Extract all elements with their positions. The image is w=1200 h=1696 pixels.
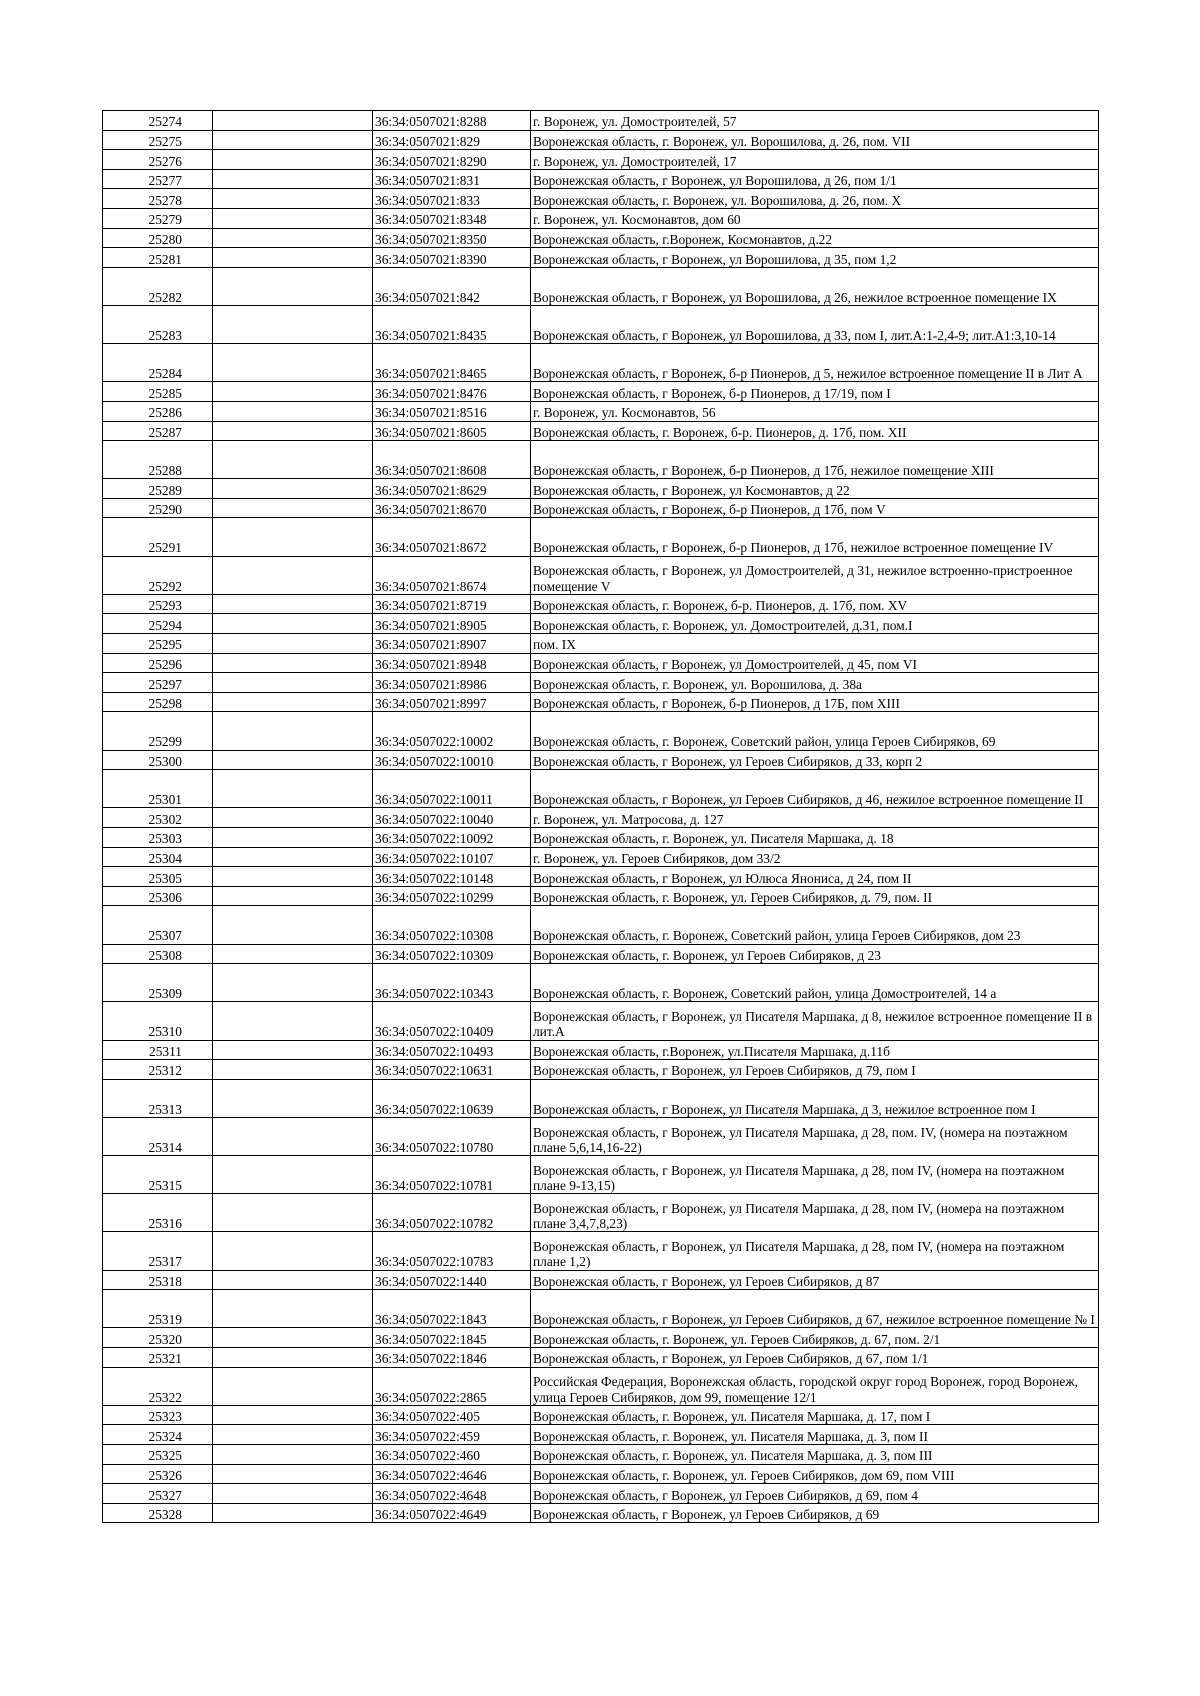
empty-cell xyxy=(213,614,373,634)
address-cell: Воронежская область, г Воронеж, ул Героев Сибиряков, д 67, нежилое встроенное помещение № I xyxy=(531,1290,1099,1328)
address-cell: Воронежская область, г. Воронеж, ул. Героев Сибиряков, д. 79, пом. II xyxy=(531,886,1099,906)
cadastral-number-cell: 36:34:0507021:8674 xyxy=(373,556,531,594)
table-row xyxy=(103,827,1099,847)
address-cell: Воронежская область, г Воронеж, б-р Пионеров, д 17Б, пом XIII xyxy=(531,692,1099,712)
table-row xyxy=(103,808,1099,828)
empty-cell xyxy=(213,1425,373,1445)
address-cell: г. Воронеж, ул. Матросова, д. 127 xyxy=(531,808,1099,828)
table-row xyxy=(103,130,1099,150)
record-number-cell: 25277 xyxy=(103,169,213,189)
cadastral-number-cell: 36:34:0507022:10631 xyxy=(373,1060,531,1080)
record-number-cell: 25291 xyxy=(103,518,213,556)
table-row xyxy=(103,653,1099,673)
record-number-cell: 25298 xyxy=(103,692,213,712)
record-number-cell: 25323 xyxy=(103,1405,213,1425)
empty-cell xyxy=(213,305,373,343)
address-cell: Воронежская область, г Воронеж, ул Ворошилова, д 33, пом I, лит.А:1-2,4-9; лит.А1:3,10-14 xyxy=(531,305,1099,343)
record-number-cell: 25296 xyxy=(103,653,213,673)
record-number-cell: 25306 xyxy=(103,886,213,906)
record-number-cell: 25297 xyxy=(103,673,213,693)
record-number-cell: 25320 xyxy=(103,1328,213,1348)
record-number-cell: 25288 xyxy=(103,441,213,479)
table-row xyxy=(103,556,1099,594)
cadastral-number-cell: 36:34:0507022:10040 xyxy=(373,808,531,828)
record-number-cell: 25294 xyxy=(103,614,213,634)
address-cell: Воронежская область, г Воронеж, б-р Пионеров, д 17б, пом V xyxy=(531,498,1099,518)
address-cell: Воронежская область, г. Воронеж, ул Героев Сибиряков, д 23 xyxy=(531,944,1099,964)
address-cell: Воронежская область, г Воронеж, ул Домостроителей, д 45, пом VI xyxy=(531,653,1099,673)
address-cell: г. Воронеж, ул. Домостроителей, 17 xyxy=(531,150,1099,170)
address-cell: г. Воронеж, ул. Домостроителей, 57 xyxy=(531,111,1099,131)
register-table-body xyxy=(103,111,1099,1523)
empty-cell xyxy=(213,267,373,305)
empty-cell xyxy=(213,1270,373,1290)
empty-cell xyxy=(213,673,373,693)
empty-cell xyxy=(213,1117,373,1155)
table-row xyxy=(103,1290,1099,1328)
record-number-cell: 25322 xyxy=(103,1367,213,1405)
cadastral-number-cell: 36:34:0507022:4649 xyxy=(373,1503,531,1523)
address-cell: Воронежская область, г. Воронеж, ул. Ворошилова, д. 38а xyxy=(531,673,1099,693)
cadastral-number-cell: 36:34:0507022:10309 xyxy=(373,944,531,964)
address-cell: Воронежская область, г. Воронеж, ул. Ворошилова, д. 26, пом. VII xyxy=(531,130,1099,150)
table-row xyxy=(103,189,1099,209)
record-number-cell: 25310 xyxy=(103,1002,213,1040)
address-cell: Воронежская область, г. Воронеж, ул. Писателя Маршака, д. 3, пом II xyxy=(531,1425,1099,1445)
table-row xyxy=(103,1444,1099,1464)
address-cell: Воронежская область, г Воронеж, б-р Пионеров, д 5, нежилое встроенное помещение II в Лит А xyxy=(531,344,1099,382)
cadastral-number-cell: 36:34:0507021:8629 xyxy=(373,479,531,499)
table-row xyxy=(103,692,1099,712)
empty-cell xyxy=(213,479,373,499)
cadastral-number-cell: 36:34:0507022:405 xyxy=(373,1405,531,1425)
table-row xyxy=(103,1464,1099,1484)
table-row xyxy=(103,1367,1099,1405)
empty-cell xyxy=(213,169,373,189)
address-cell: пом. IX xyxy=(531,634,1099,654)
record-number-cell: 25327 xyxy=(103,1484,213,1504)
table-row xyxy=(103,634,1099,654)
cadastral-number-cell: 36:34:0507021:829 xyxy=(373,130,531,150)
empty-cell xyxy=(213,906,373,944)
address-cell: Воронежская область, г. Воронеж, Советский район, улица Домостроителей, 14 а xyxy=(531,964,1099,1002)
record-number-cell: 25299 xyxy=(103,712,213,750)
address-cell: Воронежская область, г Воронеж, ул Космонавтов, д 22 xyxy=(531,479,1099,499)
cadastral-number-cell: 36:34:0507021:833 xyxy=(373,189,531,209)
cadastral-number-cell: 36:34:0507022:10781 xyxy=(373,1156,531,1194)
empty-cell xyxy=(213,827,373,847)
address-cell: Воронежская область, г Воронеж, ул Героев Сибиряков, д 87 xyxy=(531,1270,1099,1290)
empty-cell xyxy=(213,150,373,170)
table-row xyxy=(103,518,1099,556)
empty-cell xyxy=(213,964,373,1002)
address-cell: Воронежская область, г.Воронеж, ул.Писателя Маршака, д.11б xyxy=(531,1040,1099,1060)
table-row xyxy=(103,1405,1099,1425)
cadastral-number-cell: 36:34:0507021:8516 xyxy=(373,401,531,421)
cadastral-number-cell: 36:34:0507021:8672 xyxy=(373,518,531,556)
table-row xyxy=(103,1484,1099,1504)
record-number-cell: 25305 xyxy=(103,867,213,887)
empty-cell xyxy=(213,130,373,150)
empty-cell xyxy=(213,1348,373,1368)
address-cell: Воронежская область, г Воронеж, ул Писателя Маршака, д 28, пом IV, (номера на поэтажном плане 3,4,7,8,23) xyxy=(531,1194,1099,1232)
table-row xyxy=(103,1002,1099,1040)
address-cell: Воронежская область, г Воронеж, ул Писателя Маршака, д 3, нежилое встроенное пом I xyxy=(531,1079,1099,1117)
record-number-cell: 25315 xyxy=(103,1156,213,1194)
empty-cell xyxy=(213,401,373,421)
empty-cell xyxy=(213,1444,373,1464)
record-number-cell: 25302 xyxy=(103,808,213,828)
address-cell: Воронежская область, г Воронеж, ул Героев Сибиряков, д 69 xyxy=(531,1503,1099,1523)
address-cell: Российская Федерация, Воронежская область, городской округ город Воронеж, город Воронеж, улица Героев Сибиряков, дом 99, помещение 12/1 xyxy=(531,1367,1099,1405)
record-number-cell: 25301 xyxy=(103,770,213,808)
empty-cell xyxy=(213,1060,373,1080)
record-number-cell: 25313 xyxy=(103,1079,213,1117)
register-table xyxy=(102,110,1099,1523)
table-row xyxy=(103,944,1099,964)
table-row xyxy=(103,382,1099,402)
table-row xyxy=(103,1232,1099,1270)
address-cell: Воронежская область, г. Воронеж, б-р. Пионеров, д. 17б, пом. XII xyxy=(531,421,1099,441)
record-number-cell: 25312 xyxy=(103,1060,213,1080)
empty-cell xyxy=(213,421,373,441)
empty-cell xyxy=(213,111,373,131)
address-cell: Воронежская область, г Воронеж, ул Героев Сибиряков, д 46, нежилое встроенное помещение II xyxy=(531,770,1099,808)
address-cell: Воронежская область, г Воронеж, б-р Пионеров, д 17б, нежилое встроенное помещение IV xyxy=(531,518,1099,556)
record-number-cell: 25304 xyxy=(103,847,213,867)
table-row xyxy=(103,479,1099,499)
table-row xyxy=(103,267,1099,305)
empty-cell xyxy=(213,1232,373,1270)
cadastral-number-cell: 36:34:0507022:10010 xyxy=(373,750,531,770)
empty-cell xyxy=(213,750,373,770)
cadastral-number-cell: 36:34:0507021:8907 xyxy=(373,634,531,654)
address-cell: Воронежская область, г Воронеж, ул Ворошилова, д 26, нежилое встроенное помещение IX xyxy=(531,267,1099,305)
empty-cell xyxy=(213,1079,373,1117)
record-number-cell: 25290 xyxy=(103,498,213,518)
address-cell: Воронежская область, г. Воронеж, ул. Домостроителей, д.31, пом.I xyxy=(531,614,1099,634)
record-number-cell: 25275 xyxy=(103,130,213,150)
address-cell: Воронежская область, г. Воронеж, Советский район, улица Героев Сибиряков, 69 xyxy=(531,712,1099,750)
cadastral-number-cell: 36:34:0507022:10148 xyxy=(373,867,531,887)
record-number-cell: 25284 xyxy=(103,344,213,382)
record-number-cell: 25293 xyxy=(103,594,213,614)
table-row xyxy=(103,421,1099,441)
cadastral-number-cell: 36:34:0507022:10780 xyxy=(373,1117,531,1155)
record-number-cell: 25279 xyxy=(103,208,213,228)
table-row xyxy=(103,847,1099,867)
empty-cell xyxy=(213,634,373,654)
empty-cell xyxy=(213,594,373,614)
table-row xyxy=(103,401,1099,421)
cadastral-number-cell: 36:34:0507022:10493 xyxy=(373,1040,531,1060)
cadastral-number-cell: 36:34:0507021:8719 xyxy=(373,594,531,614)
cadastral-number-cell: 36:34:0507021:8476 xyxy=(373,382,531,402)
empty-cell xyxy=(213,712,373,750)
cadastral-number-cell: 36:34:0507021:8986 xyxy=(373,673,531,693)
empty-cell xyxy=(213,1040,373,1060)
cadastral-number-cell: 36:34:0507022:10343 xyxy=(373,964,531,1002)
address-cell: г. Воронеж, ул. Космонавтов, 56 xyxy=(531,401,1099,421)
empty-cell xyxy=(213,208,373,228)
table-row xyxy=(103,886,1099,906)
empty-cell xyxy=(213,382,373,402)
address-cell: Воронежская область, г. Воронеж, Советский район, улица Героев Сибиряков, дом 23 xyxy=(531,906,1099,944)
address-cell: Воронежская область, г. Воронеж, ул. Героев Сибиряков, дом 69, пом VIII xyxy=(531,1464,1099,1484)
table-row xyxy=(103,1270,1099,1290)
address-cell: Воронежская область, г Воронеж, ул Писателя Маршака, д 28, пом IV, (номера на поэтажном плане 1,2) xyxy=(531,1232,1099,1270)
cadastral-number-cell: 36:34:0507021:8288 xyxy=(373,111,531,131)
record-number-cell: 25295 xyxy=(103,634,213,654)
empty-cell xyxy=(213,808,373,828)
record-number-cell: 25300 xyxy=(103,750,213,770)
address-cell: Воронежская область, г. Воронеж, ул. Писателя Маршака, д. 3, пом III xyxy=(531,1444,1099,1464)
cadastral-number-cell: 36:34:0507021:8608 xyxy=(373,441,531,479)
table-row xyxy=(103,441,1099,479)
cadastral-number-cell: 36:34:0507022:10092 xyxy=(373,827,531,847)
cadastral-number-cell: 36:34:0507022:10782 xyxy=(373,1194,531,1232)
record-number-cell: 25308 xyxy=(103,944,213,964)
record-number-cell: 25285 xyxy=(103,382,213,402)
record-number-cell: 25319 xyxy=(103,1290,213,1328)
empty-cell xyxy=(213,344,373,382)
record-number-cell: 25286 xyxy=(103,401,213,421)
cadastral-number-cell: 36:34:0507022:10011 xyxy=(373,770,531,808)
record-number-cell: 25324 xyxy=(103,1425,213,1445)
cadastral-number-cell: 36:34:0507022:10107 xyxy=(373,847,531,867)
cadastral-number-cell: 36:34:0507022:459 xyxy=(373,1425,531,1445)
cadastral-number-cell: 36:34:0507022:1843 xyxy=(373,1290,531,1328)
cadastral-number-cell: 36:34:0507021:8605 xyxy=(373,421,531,441)
cadastral-number-cell: 36:34:0507021:8290 xyxy=(373,150,531,170)
table-row xyxy=(103,1425,1099,1445)
cadastral-number-cell: 36:34:0507022:1845 xyxy=(373,1328,531,1348)
address-cell: г. Воронеж, ул. Космонавтов, дом 60 xyxy=(531,208,1099,228)
table-row xyxy=(103,248,1099,268)
empty-cell xyxy=(213,1367,373,1405)
cadastral-number-cell: 36:34:0507022:10299 xyxy=(373,886,531,906)
address-cell: Воронежская область, г Воронеж, ул Юлюса Янониса, д 24, пом II xyxy=(531,867,1099,887)
record-number-cell: 25303 xyxy=(103,827,213,847)
table-row xyxy=(103,1060,1099,1080)
empty-cell xyxy=(213,1290,373,1328)
address-cell: Воронежская область, г Воронеж, ул Героев Сибиряков, д 69, пом 4 xyxy=(531,1484,1099,1504)
empty-cell xyxy=(213,189,373,209)
empty-cell xyxy=(213,653,373,673)
table-row xyxy=(103,1194,1099,1232)
address-cell: Воронежская область, г Воронеж, ул Писателя Маршака, д 28, пом. IV, (номера на поэтажном плане 5,6,14,16-22) xyxy=(531,1117,1099,1155)
record-number-cell: 25318 xyxy=(103,1270,213,1290)
cadastral-number-cell: 36:34:0507022:1440 xyxy=(373,1270,531,1290)
cadastral-number-cell: 36:34:0507022:10783 xyxy=(373,1232,531,1270)
table-row xyxy=(103,1156,1099,1194)
empty-cell xyxy=(213,248,373,268)
address-cell: Воронежская область, г Воронеж, ул Ворошилова, д 35, пом 1,2 xyxy=(531,248,1099,268)
cadastral-number-cell: 36:34:0507022:10308 xyxy=(373,906,531,944)
table-row xyxy=(103,673,1099,693)
cadastral-number-cell: 36:34:0507022:10002 xyxy=(373,712,531,750)
empty-cell xyxy=(213,228,373,248)
record-number-cell: 25274 xyxy=(103,111,213,131)
empty-cell xyxy=(213,1156,373,1194)
record-number-cell: 25317 xyxy=(103,1232,213,1270)
empty-cell xyxy=(213,1405,373,1425)
table-row xyxy=(103,111,1099,131)
record-number-cell: 25292 xyxy=(103,556,213,594)
empty-cell xyxy=(213,886,373,906)
table-row xyxy=(103,498,1099,518)
table-row xyxy=(103,750,1099,770)
table-row xyxy=(103,344,1099,382)
empty-cell xyxy=(213,1328,373,1348)
table-row xyxy=(103,305,1099,343)
table-row xyxy=(103,1040,1099,1060)
address-cell: Воронежская область, г Воронеж, ул Домостроителей, д 31, нежилое встроенно-пристроенное помещение V xyxy=(531,556,1099,594)
address-cell: Воронежская область, г Воронеж, б-р Пионеров, д 17/19, пом I xyxy=(531,382,1099,402)
empty-cell xyxy=(213,441,373,479)
address-cell: г. Воронеж, ул. Героев Сибиряков, дом 33/2 xyxy=(531,847,1099,867)
table-row xyxy=(103,1328,1099,1348)
table-row xyxy=(103,1503,1099,1523)
empty-cell xyxy=(213,1484,373,1504)
table-row xyxy=(103,1117,1099,1155)
record-number-cell: 25314 xyxy=(103,1117,213,1155)
address-cell: Воронежская область, г Воронеж, ул Героев Сибиряков, д 79, пом I xyxy=(531,1060,1099,1080)
address-cell: Воронежская область, г. Воронеж, ул. Писателя Маршака, д. 17, пом I xyxy=(531,1405,1099,1425)
cadastral-number-cell: 36:34:0507022:10639 xyxy=(373,1079,531,1117)
record-number-cell: 25328 xyxy=(103,1503,213,1523)
table-row xyxy=(103,867,1099,887)
cadastral-number-cell: 36:34:0507022:10409 xyxy=(373,1002,531,1040)
cadastral-number-cell: 36:34:0507021:8905 xyxy=(373,614,531,634)
empty-cell xyxy=(213,944,373,964)
cadastral-number-cell: 36:34:0507021:842 xyxy=(373,267,531,305)
table-row xyxy=(103,964,1099,1002)
cadastral-number-cell: 36:34:0507021:8997 xyxy=(373,692,531,712)
record-number-cell: 25287 xyxy=(103,421,213,441)
record-number-cell: 25316 xyxy=(103,1194,213,1232)
empty-cell xyxy=(213,518,373,556)
address-cell: Воронежская область, г.Воронеж, Космонавтов, д.22 xyxy=(531,228,1099,248)
cadastral-number-cell: 36:34:0507022:4648 xyxy=(373,1484,531,1504)
table-row xyxy=(103,770,1099,808)
cadastral-number-cell: 36:34:0507021:8670 xyxy=(373,498,531,518)
address-cell: Воронежская область, г Воронеж, ул Писателя Маршака, д 8, нежилое встроенное помещение II в лит.А xyxy=(531,1002,1099,1040)
empty-cell xyxy=(213,1002,373,1040)
table-row xyxy=(103,1348,1099,1368)
empty-cell xyxy=(213,847,373,867)
empty-cell xyxy=(213,692,373,712)
address-cell: Воронежская область, г Воронеж, ул Героев Сибиряков, д 67, пом 1/1 xyxy=(531,1348,1099,1368)
table-row xyxy=(103,594,1099,614)
address-cell: Воронежская область, г Воронеж, ул Героев Сибиряков, д 33, корп 2 xyxy=(531,750,1099,770)
record-number-cell: 25307 xyxy=(103,906,213,944)
record-number-cell: 25311 xyxy=(103,1040,213,1060)
empty-cell xyxy=(213,498,373,518)
cadastral-number-cell: 36:34:0507021:8465 xyxy=(373,344,531,382)
empty-cell xyxy=(213,1503,373,1523)
table-row xyxy=(103,208,1099,228)
empty-cell xyxy=(213,770,373,808)
record-number-cell: 25282 xyxy=(103,267,213,305)
table-row xyxy=(103,150,1099,170)
cadastral-number-cell: 36:34:0507021:8390 xyxy=(373,248,531,268)
record-number-cell: 25309 xyxy=(103,964,213,1002)
record-number-cell: 25280 xyxy=(103,228,213,248)
empty-cell xyxy=(213,1194,373,1232)
address-cell: Воронежская область, г Воронеж, б-р Пионеров, д 17б, нежилое помещение XIII xyxy=(531,441,1099,479)
cadastral-number-cell: 36:34:0507022:1846 xyxy=(373,1348,531,1368)
cadastral-number-cell: 36:34:0507022:2865 xyxy=(373,1367,531,1405)
cadastral-number-cell: 36:34:0507021:831 xyxy=(373,169,531,189)
record-number-cell: 25283 xyxy=(103,305,213,343)
address-cell: Воронежская область, г. Воронеж, ул. Ворошилова, д. 26, пом. X xyxy=(531,189,1099,209)
address-cell: Воронежская область, г. Воронеж, ул. Писателя Маршака, д. 18 xyxy=(531,827,1099,847)
record-number-cell: 25276 xyxy=(103,150,213,170)
table-row xyxy=(103,614,1099,634)
cadastral-number-cell: 36:34:0507021:8350 xyxy=(373,228,531,248)
address-cell: Воронежская область, г Воронеж, ул Ворошилова, д 26, пом 1/1 xyxy=(531,169,1099,189)
empty-cell xyxy=(213,556,373,594)
table-row xyxy=(103,906,1099,944)
cadastral-number-cell: 36:34:0507021:8348 xyxy=(373,208,531,228)
table-row xyxy=(103,169,1099,189)
cadastral-number-cell: 36:34:0507022:4646 xyxy=(373,1464,531,1484)
table-row xyxy=(103,228,1099,248)
address-cell: Воронежская область, г Воронеж, ул Писателя Маршака, д 28, пом IV, (номера на поэтажном плане 9-13,15) xyxy=(531,1156,1099,1194)
address-cell: Воронежская область, г. Воронеж, ул. Героев Сибиряков, д. 67, пом. 2/1 xyxy=(531,1328,1099,1348)
cadastral-number-cell: 36:34:0507021:8435 xyxy=(373,305,531,343)
record-number-cell: 25281 xyxy=(103,248,213,268)
record-number-cell: 25321 xyxy=(103,1348,213,1368)
address-cell: Воронежская область, г. Воронеж, б-р. Пионеров, д. 17б, пом. XV xyxy=(531,594,1099,614)
record-number-cell: 25289 xyxy=(103,479,213,499)
empty-cell xyxy=(213,1464,373,1484)
cadastral-number-cell: 36:34:0507022:460 xyxy=(373,1444,531,1464)
empty-cell xyxy=(213,867,373,887)
record-number-cell: 25325 xyxy=(103,1444,213,1464)
cadastral-number-cell: 36:34:0507021:8948 xyxy=(373,653,531,673)
record-number-cell: 25278 xyxy=(103,189,213,209)
table-row xyxy=(103,1079,1099,1117)
table-row xyxy=(103,712,1099,750)
record-number-cell: 25326 xyxy=(103,1464,213,1484)
